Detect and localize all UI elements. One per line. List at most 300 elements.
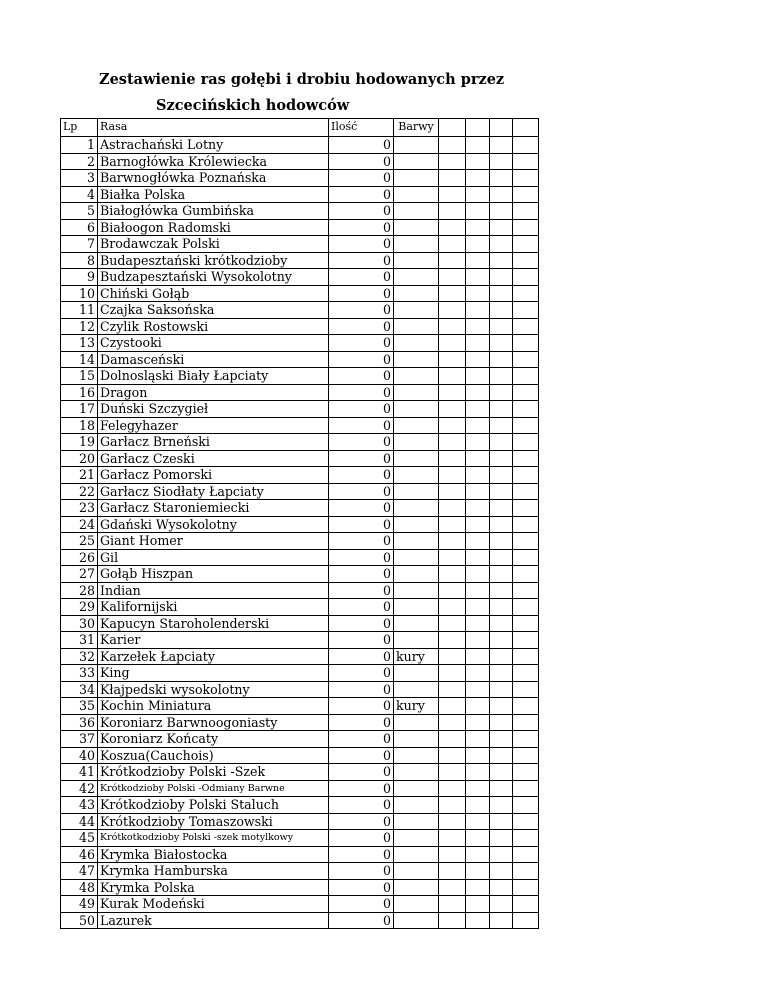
empty-cell [513, 813, 539, 830]
row-ilosc: 0 [329, 797, 394, 814]
empty-cell [439, 302, 466, 319]
table-row [61, 698, 539, 715]
empty-cell [439, 912, 466, 929]
row-ilosc: 0 [329, 434, 394, 451]
empty-cell [439, 566, 466, 583]
table-row [61, 516, 539, 533]
empty-cell [439, 731, 466, 748]
empty-cell [490, 351, 513, 368]
table-row [61, 879, 539, 896]
row-barwy [394, 153, 439, 170]
row-lp: 20 [61, 450, 98, 467]
empty-cell [513, 417, 539, 434]
row-barwy [394, 780, 439, 797]
empty-cell [466, 401, 490, 418]
empty-cell [439, 698, 466, 715]
row-rasa: Krótkodzioby Polski -Odmiany Barwne [98, 780, 329, 797]
row-barwy [394, 236, 439, 253]
empty-cell [490, 665, 513, 682]
row-barwy [394, 368, 439, 385]
row-ilosc: 0 [329, 681, 394, 698]
empty-cell [439, 632, 466, 649]
row-rasa: Koroniarz Końcaty [98, 731, 329, 748]
row-rasa: Czajka Saksońska [98, 302, 329, 319]
empty-cell [490, 335, 513, 352]
empty-cell [490, 417, 513, 434]
row-rasa: Garłacz Staroniemiecki [98, 500, 329, 517]
empty-cell [490, 615, 513, 632]
row-lp: 37 [61, 731, 98, 748]
empty-cell [513, 186, 539, 203]
row-lp: 21 [61, 467, 98, 484]
empty-cell [490, 648, 513, 665]
row-ilosc: 0 [329, 714, 394, 731]
row-barwy [394, 269, 439, 286]
row-ilosc: 0 [329, 170, 394, 187]
empty-cell [439, 516, 466, 533]
empty-cell [439, 714, 466, 731]
empty-cell [490, 170, 513, 187]
empty-cell [439, 203, 466, 220]
empty-cell [490, 368, 513, 385]
empty-cell [466, 335, 490, 352]
row-barwy [394, 252, 439, 269]
empty-cell [439, 483, 466, 500]
row-lp: 3 [61, 170, 98, 187]
row-lp: 7 [61, 236, 98, 253]
empty-cell [490, 467, 513, 484]
row-barwy [394, 863, 439, 880]
empty-cell [466, 813, 490, 830]
row-lp: 25 [61, 533, 98, 550]
table-row [61, 236, 539, 253]
header-barwy: Barwy [394, 119, 439, 137]
table-row [61, 219, 539, 236]
empty-cell [439, 153, 466, 170]
row-lp: 2 [61, 153, 98, 170]
empty-cell [439, 896, 466, 913]
table-row [61, 302, 539, 319]
empty-cell [513, 648, 539, 665]
empty-cell [513, 615, 539, 632]
empty-cell [439, 219, 466, 236]
empty-cell [439, 384, 466, 401]
row-barwy [394, 318, 439, 335]
row-lp: 50 [61, 912, 98, 929]
row-barwy [394, 797, 439, 814]
empty-cell [490, 450, 513, 467]
table-row [61, 467, 539, 484]
row-ilosc: 0 [329, 879, 394, 896]
empty-cell [513, 533, 539, 550]
row-barwy [394, 533, 439, 550]
row-barwy [394, 582, 439, 599]
row-lp: 26 [61, 549, 98, 566]
table-row [61, 269, 539, 286]
row-barwy [394, 384, 439, 401]
table-row [61, 335, 539, 352]
empty-cell [466, 747, 490, 764]
empty-cell [490, 285, 513, 302]
empty-cell [490, 830, 513, 847]
row-ilosc: 0 [329, 599, 394, 616]
row-ilosc: 0 [329, 318, 394, 335]
empty-cell [490, 483, 513, 500]
empty-cell [490, 186, 513, 203]
row-rasa: Kłajpedski wysokolotny [98, 681, 329, 698]
table-row [61, 434, 539, 451]
empty-cell [439, 450, 466, 467]
empty-cell [466, 368, 490, 385]
row-barwy [394, 483, 439, 500]
row-lp: 32 [61, 648, 98, 665]
empty-cell [466, 302, 490, 319]
table-row [61, 599, 539, 616]
empty-cell [490, 797, 513, 814]
row-rasa: Barnogłówka Królewiecka [98, 153, 329, 170]
row-barwy [394, 665, 439, 682]
empty-cell [439, 764, 466, 781]
empty-cell [513, 269, 539, 286]
empty-cell [439, 879, 466, 896]
table-row [61, 285, 539, 302]
row-barwy [394, 566, 439, 583]
row-ilosc: 0 [329, 417, 394, 434]
empty-cell [490, 252, 513, 269]
empty-cell [490, 846, 513, 863]
empty-cell [466, 582, 490, 599]
row-ilosc: 0 [329, 450, 394, 467]
empty-cell [490, 599, 513, 616]
row-barwy [394, 846, 439, 863]
empty-cell [439, 351, 466, 368]
row-barwy [394, 351, 439, 368]
row-barwy [394, 401, 439, 418]
row-rasa: Duński Szczygieł [98, 401, 329, 418]
row-lp: 4 [61, 186, 98, 203]
empty-cell [466, 203, 490, 220]
empty-cell [466, 351, 490, 368]
row-barwy [394, 186, 439, 203]
table-row [61, 648, 539, 665]
row-lp: 1 [61, 137, 98, 154]
table-row [61, 417, 539, 434]
empty-cell [466, 764, 490, 781]
row-barwy [394, 599, 439, 616]
empty-cell [466, 516, 490, 533]
empty-cell [513, 483, 539, 500]
row-ilosc: 0 [329, 632, 394, 649]
empty-cell [466, 186, 490, 203]
empty-cell [466, 863, 490, 880]
empty-cell [439, 335, 466, 352]
empty-cell [513, 665, 539, 682]
document-subtitle: Szcecińskich hodowców [156, 97, 350, 114]
empty-cell [466, 219, 490, 236]
empty-cell [439, 236, 466, 253]
row-barwy [394, 879, 439, 896]
row-rasa: Astrachański Lotny [98, 137, 329, 154]
row-rasa: Garłacz Brneński [98, 434, 329, 451]
empty-cell [513, 302, 539, 319]
row-barwy [394, 830, 439, 847]
empty-cell [490, 912, 513, 929]
table-row [61, 615, 539, 632]
row-ilosc: 0 [329, 516, 394, 533]
row-barwy [394, 434, 439, 451]
row-lp: 18 [61, 417, 98, 434]
row-barwy [394, 450, 439, 467]
empty-cell [490, 698, 513, 715]
empty-cell [439, 863, 466, 880]
empty-cell [466, 434, 490, 451]
row-ilosc: 0 [329, 186, 394, 203]
empty-cell [466, 153, 490, 170]
table-row [61, 153, 539, 170]
empty-cell [513, 434, 539, 451]
table-row [61, 896, 539, 913]
row-ilosc: 0 [329, 582, 394, 599]
empty-cell [466, 137, 490, 154]
empty-cell [439, 285, 466, 302]
empty-cell [513, 681, 539, 698]
row-ilosc: 0 [329, 219, 394, 236]
header-ilosc: Ilość [329, 119, 394, 137]
empty-cell [439, 401, 466, 418]
empty-cell [513, 582, 539, 599]
row-lp: 29 [61, 599, 98, 616]
row-rasa: Kalifornijski [98, 599, 329, 616]
empty-cell [513, 119, 539, 137]
header-row [61, 119, 539, 137]
table-row [61, 632, 539, 649]
row-rasa: Gil [98, 549, 329, 566]
row-ilosc: 0 [329, 863, 394, 880]
empty-cell [513, 153, 539, 170]
empty-cell [439, 269, 466, 286]
row-barwy: kury [394, 698, 439, 715]
row-rasa: Garłacz Pomorski [98, 467, 329, 484]
empty-cell [490, 896, 513, 913]
row-barwy [394, 285, 439, 302]
header-rasa: Rasa [98, 119, 329, 137]
empty-cell [466, 698, 490, 715]
empty-cell [513, 896, 539, 913]
row-barwy [394, 219, 439, 236]
empty-cell [466, 236, 490, 253]
empty-cell [513, 318, 539, 335]
empty-cell [439, 170, 466, 187]
row-ilosc: 0 [329, 830, 394, 847]
row-barwy [394, 137, 439, 154]
row-rasa: Kapucyn Staroholenderski [98, 615, 329, 632]
empty-cell [466, 269, 490, 286]
row-barwy [394, 500, 439, 517]
row-barwy [394, 912, 439, 929]
empty-cell [490, 516, 513, 533]
empty-cell [513, 219, 539, 236]
empty-cell [466, 714, 490, 731]
row-barwy [394, 632, 439, 649]
row-ilosc: 0 [329, 747, 394, 764]
table-row [61, 665, 539, 682]
empty-cell [466, 252, 490, 269]
table-row [61, 747, 539, 764]
row-barwy [394, 302, 439, 319]
table-row [61, 830, 539, 847]
row-rasa: Krótkotkodzioby Polski -szek motylkowy [98, 830, 329, 847]
row-rasa: Czystooki [98, 335, 329, 352]
row-ilosc: 0 [329, 731, 394, 748]
empty-cell [466, 648, 490, 665]
table-row [61, 203, 539, 220]
empty-cell [466, 615, 490, 632]
empty-cell [513, 780, 539, 797]
empty-cell [439, 500, 466, 517]
row-lp: 48 [61, 879, 98, 896]
row-barwy [394, 467, 439, 484]
empty-cell [439, 137, 466, 154]
empty-cell [439, 186, 466, 203]
row-lp: 12 [61, 318, 98, 335]
row-ilosc: 0 [329, 500, 394, 517]
row-lp: 16 [61, 384, 98, 401]
empty-cell [466, 119, 490, 137]
empty-cell [490, 269, 513, 286]
empty-cell [439, 252, 466, 269]
row-barwy [394, 615, 439, 632]
empty-cell [439, 368, 466, 385]
row-ilosc: 0 [329, 351, 394, 368]
row-ilosc: 0 [329, 236, 394, 253]
empty-cell [513, 698, 539, 715]
empty-cell [466, 599, 490, 616]
empty-cell [466, 731, 490, 748]
empty-cell [439, 648, 466, 665]
table-body [61, 119, 539, 929]
row-rasa: Białka Polska [98, 186, 329, 203]
empty-cell [513, 566, 539, 583]
empty-cell [490, 119, 513, 137]
empty-cell [466, 879, 490, 896]
empty-cell [490, 566, 513, 583]
table-row [61, 764, 539, 781]
row-ilosc: 0 [329, 285, 394, 302]
row-rasa: Gołąb Hiszpan [98, 566, 329, 583]
row-lp: 33 [61, 665, 98, 682]
empty-cell [490, 236, 513, 253]
row-rasa: Budzapesztański Wysokolotny [98, 269, 329, 286]
row-lp: 43 [61, 797, 98, 814]
empty-cell [439, 549, 466, 566]
row-barwy [394, 170, 439, 187]
row-lp: 17 [61, 401, 98, 418]
row-lp: 5 [61, 203, 98, 220]
row-lp: 24 [61, 516, 98, 533]
row-ilosc: 0 [329, 335, 394, 352]
row-rasa: Białogłówka Gumbińska [98, 203, 329, 220]
empty-cell [490, 764, 513, 781]
empty-cell [513, 170, 539, 187]
row-lp: 42 [61, 780, 98, 797]
row-lp: 27 [61, 566, 98, 583]
row-ilosc: 0 [329, 780, 394, 797]
row-barwy [394, 681, 439, 698]
empty-cell [490, 780, 513, 797]
empty-cell [439, 599, 466, 616]
empty-cell [513, 516, 539, 533]
row-lp: 47 [61, 863, 98, 880]
row-lp: 8 [61, 252, 98, 269]
empty-cell [513, 401, 539, 418]
empty-cell [490, 500, 513, 517]
empty-cell [439, 797, 466, 814]
row-lp: 15 [61, 368, 98, 385]
empty-cell [513, 384, 539, 401]
empty-cell [490, 731, 513, 748]
row-barwy [394, 731, 439, 748]
row-lp: 28 [61, 582, 98, 599]
empty-cell [490, 401, 513, 418]
empty-cell [466, 318, 490, 335]
empty-cell [513, 252, 539, 269]
empty-cell [490, 813, 513, 830]
row-rasa: Lazurek [98, 912, 329, 929]
table-row [61, 450, 539, 467]
empty-cell [439, 747, 466, 764]
table-row [61, 170, 539, 187]
empty-cell [513, 467, 539, 484]
empty-cell [466, 912, 490, 929]
row-barwy [394, 335, 439, 352]
row-rasa: Karzełek Łapciaty [98, 648, 329, 665]
empty-cell [490, 714, 513, 731]
row-lp: 49 [61, 896, 98, 913]
row-ilosc: 0 [329, 252, 394, 269]
row-ilosc: 0 [329, 533, 394, 550]
row-barwy [394, 896, 439, 913]
empty-cell [466, 384, 490, 401]
empty-cell [466, 533, 490, 550]
row-rasa: Budapesztański krótkodzioby [98, 252, 329, 269]
empty-cell [513, 632, 539, 649]
row-ilosc: 0 [329, 896, 394, 913]
table-row [61, 368, 539, 385]
row-barwy [394, 549, 439, 566]
row-rasa: Czylik Rostowski [98, 318, 329, 335]
row-rasa: Brodawczak Polski [98, 236, 329, 253]
empty-cell [439, 846, 466, 863]
empty-cell [439, 318, 466, 335]
row-ilosc: 0 [329, 665, 394, 682]
table-row [61, 797, 539, 814]
empty-cell [439, 615, 466, 632]
empty-cell [466, 681, 490, 698]
empty-cell [513, 714, 539, 731]
empty-cell [466, 417, 490, 434]
empty-cell [490, 879, 513, 896]
empty-cell [490, 863, 513, 880]
row-rasa: Garłacz Czeski [98, 450, 329, 467]
row-lp: 40 [61, 747, 98, 764]
table-row [61, 483, 539, 500]
empty-cell [466, 780, 490, 797]
table-row [61, 731, 539, 748]
row-lp: 34 [61, 681, 98, 698]
row-barwy [394, 417, 439, 434]
row-lp: 41 [61, 764, 98, 781]
empty-cell [490, 137, 513, 154]
